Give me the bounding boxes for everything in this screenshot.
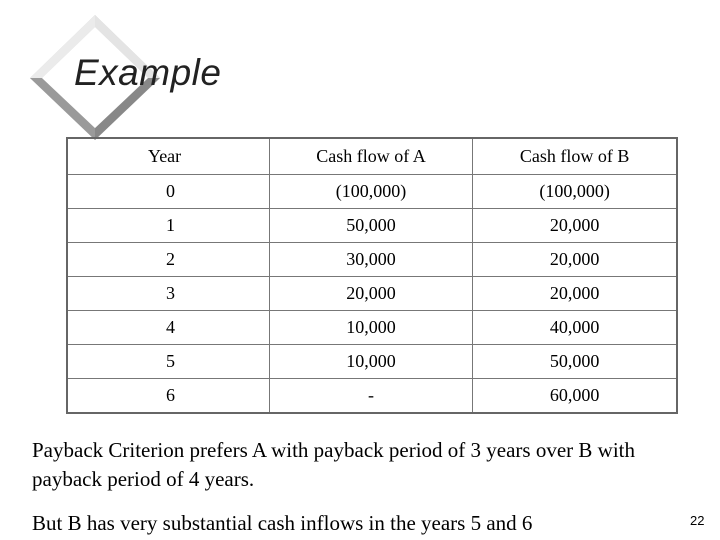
column-header-cash-flow-a: Cash flow of A	[269, 138, 473, 175]
year-cell: 5	[67, 345, 269, 379]
cash-flow-b-cell: 20,000	[473, 209, 677, 243]
cash-flow-a-cell: 10,000	[269, 345, 473, 379]
cash-flow-b-cell: 20,000	[473, 243, 677, 277]
page-number: 22	[690, 513, 705, 528]
cash-flow-a-cell: -	[269, 379, 473, 414]
year-cell: 3	[67, 277, 269, 311]
table-row	[67, 277, 677, 311]
table-row	[67, 379, 677, 414]
column-header-cash-flow-b: Cash flow of B	[473, 138, 677, 175]
table-row	[67, 175, 677, 209]
table-row	[67, 345, 677, 379]
cash-flow-a-cell: 30,000	[269, 243, 473, 277]
cash-flow-b-cell: 20,000	[473, 277, 677, 311]
cash-flow-a-cell: (100,000)	[269, 175, 473, 209]
table-row	[67, 243, 677, 277]
cash-flow-a-cell: 50,000	[269, 209, 473, 243]
cash-flow-b-cell: (100,000)	[473, 175, 677, 209]
year-cell: 2	[67, 243, 269, 277]
cash-flow-b-cell: 60,000	[473, 379, 677, 414]
cash-flow-table	[66, 137, 678, 414]
body-paragraph-cash-inflows: But B has very substantial cash inflows in the years 5 and 6	[32, 511, 533, 535]
slide-title: Example	[74, 52, 222, 93]
cash-flow-b-cell: 50,000	[473, 345, 677, 379]
table-header-row	[67, 138, 677, 175]
cash-flow-a-cell: 10,000	[269, 311, 473, 345]
year-cell: 6	[67, 379, 269, 414]
cash-flow-b-cell: 40,000	[473, 311, 677, 345]
column-header-year: Year	[67, 138, 269, 175]
year-cell: 1	[67, 209, 269, 243]
table-row	[67, 311, 677, 345]
body-paragraph-payback: Payback Criterion prefers A with payback period of 3 years over B with payback period of 4 years.	[32, 438, 636, 491]
cash-flow-a-cell: 20,000	[269, 277, 473, 311]
year-cell: 0	[67, 175, 269, 209]
table-row	[67, 209, 677, 243]
year-cell: 4	[67, 311, 269, 345]
